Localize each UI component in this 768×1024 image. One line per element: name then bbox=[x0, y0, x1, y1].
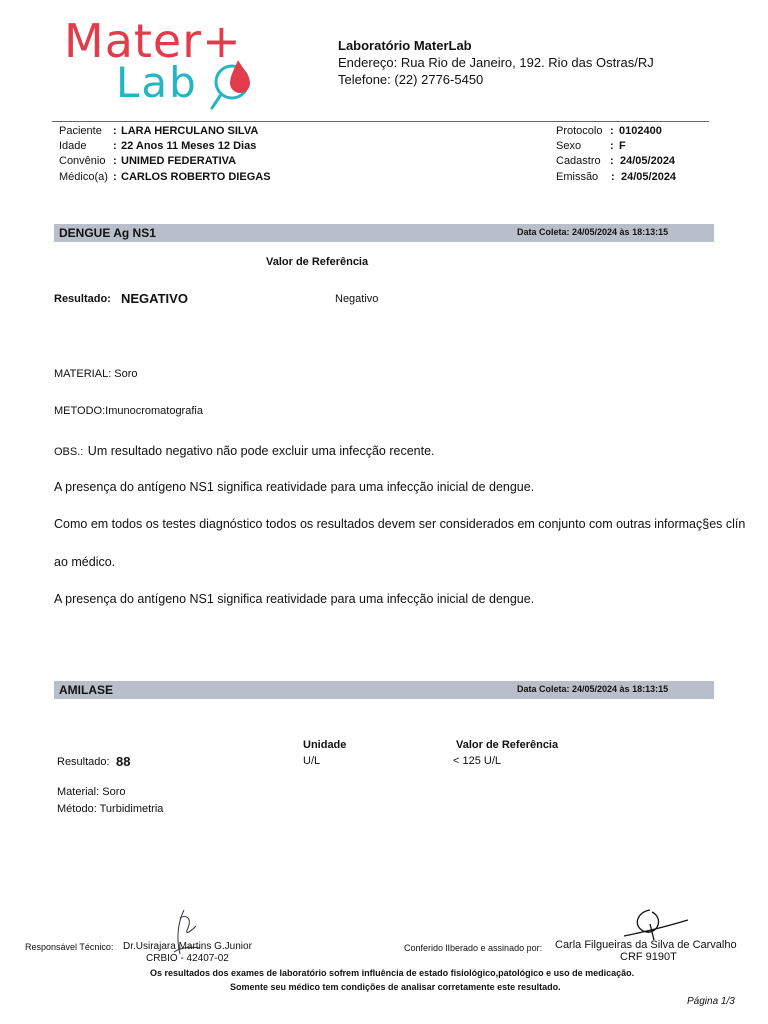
sexo-colon: : bbox=[610, 140, 614, 152]
amilase-title: AMILASE bbox=[59, 683, 113, 697]
convenio-value: UNIMED FEDERATIVA bbox=[121, 155, 237, 167]
conf-signature-icon bbox=[620, 906, 692, 942]
amilase-ref-header: Valor de Referência bbox=[456, 739, 559, 751]
dengue-line-3: ao médico. bbox=[54, 555, 116, 569]
amilase-material: Material: Soro bbox=[57, 786, 126, 798]
dengue-metodo: METODO:Imunocromatografia bbox=[54, 405, 203, 417]
dengue-result-label: Resultado: bbox=[54, 293, 111, 305]
emissao-value: 24/05/2024 bbox=[621, 171, 677, 183]
idade-colon: : bbox=[113, 140, 117, 152]
dengue-obs-label: OBS.: bbox=[54, 446, 84, 458]
protocolo-value: 0102400 bbox=[619, 125, 662, 137]
lab-name: Laboratório MaterLab bbox=[338, 38, 472, 53]
medico-label: Médico(a) bbox=[59, 171, 108, 183]
logo-mater-text: Mater+ bbox=[64, 14, 242, 68]
amilase-metodo: Método: Turbidimetria bbox=[57, 803, 164, 815]
resp-reg: CRBIO - 42407-02 bbox=[146, 953, 229, 964]
dengue-line-1: A presença do antígeno NS1 significa reatividade para uma infecção inicial de dengue. bbox=[54, 480, 535, 494]
conf-reg: CRF 9190T bbox=[620, 951, 677, 963]
paciente-value: LARA HERCULANO SILVA bbox=[121, 125, 259, 137]
paciente-colon: : bbox=[113, 125, 117, 137]
amilase-result-label: Resultado: bbox=[57, 756, 110, 768]
convenio-label: Convênio bbox=[59, 155, 106, 167]
amilase-unit-header: Unidade bbox=[303, 739, 347, 751]
amilase-result-value: 88 bbox=[116, 754, 131, 769]
lab-address: Endereço: Rua Rio de Janeiro, 192. Rio das Ostras/RJ bbox=[338, 55, 654, 70]
page-number: Página 1/3 bbox=[687, 996, 735, 1007]
sexo-value: F bbox=[619, 140, 626, 152]
protocolo-colon: : bbox=[610, 125, 614, 137]
amilase-section-bar bbox=[54, 681, 714, 699]
lab-phone: Telefone: (22) 2776-5450 bbox=[338, 72, 484, 87]
protocolo-label: Protocolo bbox=[556, 125, 603, 137]
dengue-line-2: Como em todos os testes diagnóstico todos os resultados devem ser considerados em conjunto com outras informaç§es clín bbox=[54, 517, 746, 531]
dengue-result-value: NEGATIVO bbox=[121, 291, 188, 306]
cadastro-label: Cadastro bbox=[556, 155, 601, 167]
dengue-ref-value: Negativo bbox=[335, 293, 379, 305]
dengue-title: DENGUE Ag NS1 bbox=[59, 226, 156, 240]
dengue-ref-header: Valor de Referência bbox=[266, 256, 369, 268]
dengue-coleta: Data Coleta: 24/05/2024 às 18:13:15 bbox=[517, 227, 669, 237]
dengue-obs bbox=[54, 442, 435, 460]
convenio-colon: : bbox=[113, 155, 117, 167]
sexo-label: Sexo bbox=[556, 140, 582, 152]
lab-logo bbox=[64, 14, 274, 110]
conf-name: Carla Filgueiras da Silva de Carvalho bbox=[555, 939, 737, 951]
cadastro-value: 24/05/2024 bbox=[620, 155, 676, 167]
paciente-label: Paciente bbox=[59, 125, 102, 137]
dengue-line-4: A presença do antígeno NS1 significa reatividade para uma infecção inicial de dengue. bbox=[54, 592, 535, 606]
header-divider bbox=[52, 121, 709, 122]
medico-colon: : bbox=[113, 171, 117, 183]
idade-label: Idade bbox=[59, 140, 87, 152]
dengue-section-bar bbox=[54, 224, 714, 242]
dengue-obs-text: Um resultado negativo não pode excluir uma infecção recente. bbox=[87, 444, 435, 458]
cadastro-colon: : bbox=[610, 155, 614, 167]
emissao-colon: : bbox=[611, 171, 615, 183]
amilase-ref-value: < 125 U/L bbox=[453, 755, 502, 767]
resp-label: Responsável Técnico: bbox=[25, 942, 114, 952]
amilase-coleta: Data Coleta: 24/05/2024 às 18:13:15 bbox=[517, 684, 669, 694]
conf-label: Conferido lIberado e assinado por: bbox=[404, 943, 543, 953]
dengue-material: MATERIAL: Soro bbox=[54, 368, 138, 380]
footer-note-2: Somente seu médico tem condições de analisar corretamente este resultado. bbox=[230, 982, 561, 992]
medico-value: CARLOS ROBERTO DIEGAS bbox=[121, 171, 271, 183]
logo-lab-text: Lab bbox=[116, 58, 198, 107]
footer-note-1: Os resultados dos exames de laboratório sofrem influência de estado fisiológico,patológico e uso de medicação. bbox=[150, 968, 635, 978]
resp-name: Dr.Usirajara Martins G.Junior bbox=[123, 941, 252, 952]
idade-value: 22 Anos 11 Meses 12 Dias bbox=[121, 140, 257, 152]
blood-drop-icon bbox=[204, 54, 264, 114]
amilase-unit-value: U/L bbox=[303, 755, 321, 767]
emissao-label: Emissão bbox=[556, 171, 599, 183]
